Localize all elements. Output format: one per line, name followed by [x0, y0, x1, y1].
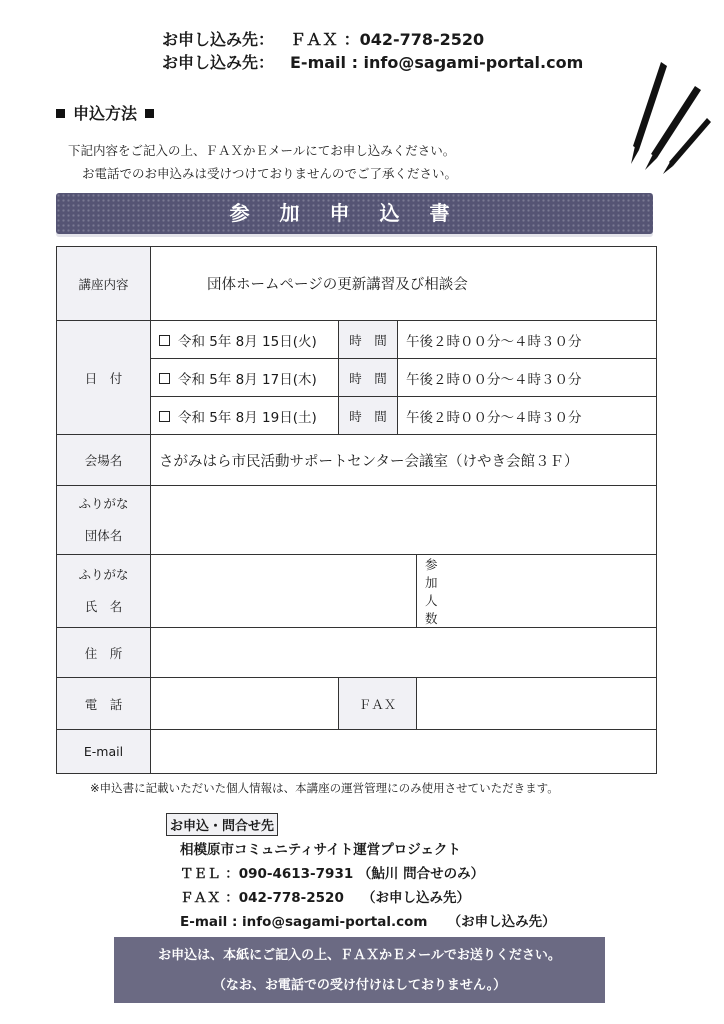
name-furigana-label: ふりがな [78, 567, 129, 582]
organization-label-cell [57, 486, 151, 555]
venue-value: さがみはら市民活動サポートセンター会議室（けやき会館３Ｆ） [151, 435, 657, 486]
contact-organization: 相模原市コミュニティサイト運営プロジェクト [180, 842, 461, 858]
contact-heading: お申込・問合せ先 [166, 813, 278, 836]
application-form [56, 246, 657, 774]
square-bullet-icon [145, 109, 154, 118]
footer-line-1: お申込は、本紙にご記入の上、ＦＡＸかＥメールでお送りください。 [158, 948, 561, 963]
date-option-3[interactable] [151, 397, 339, 435]
row-course [57, 247, 657, 321]
time-value-3: 午後２時００分～４時３０分 [398, 397, 657, 435]
form-banner [56, 193, 653, 234]
course-label: 講座内容 [57, 247, 151, 321]
fountain-pens-icon [625, 58, 715, 176]
time-value-1: 午後２時００分～４時３０分 [398, 321, 657, 359]
method-title: 申込方法 [73, 104, 138, 123]
form-banner-title: 参加申込書 [229, 201, 480, 225]
header-fax-label: お申し込み先： [162, 30, 275, 49]
footer-notice [114, 937, 605, 1003]
contact-tel: ＴＥＬ ：090-4613-7931 （鮎川 問合せのみ） [180, 866, 485, 882]
header-email-label: お申し込み先： [162, 53, 275, 72]
date-text-3: 令和 5年 8月 19日(土) [178, 409, 317, 426]
row-organization [57, 486, 657, 555]
header-email-line [162, 50, 583, 73]
method-line-2: お電話でのお申込みは受けつけておりませんのでご了承ください。 [82, 166, 458, 181]
time-label-1: 時 間 [339, 321, 398, 359]
address-label: 住 所 [57, 628, 151, 678]
organization-field[interactable] [151, 486, 657, 555]
method-heading [56, 101, 154, 124]
date-label: 日 付 [57, 321, 151, 435]
name-label-cell [57, 555, 151, 628]
checkbox-icon[interactable] [159, 335, 170, 346]
venue-label: 会場名 [57, 435, 151, 486]
course-value: 団体ホームページの更新講習及び相談会 [151, 247, 657, 321]
fax-label: ＦＡＸ [339, 678, 417, 730]
header-fax-line [162, 27, 484, 50]
date-text-1: 令和 5年 8月 15日(火) [178, 333, 317, 350]
row-phone [57, 678, 657, 730]
checkbox-icon[interactable] [159, 373, 170, 384]
time-value-2: 午後２時００分～４時３０分 [398, 359, 657, 397]
contact-email: E-mail : info@sagami-portal.com （お申し込み先） [180, 914, 556, 930]
fax-field[interactable] [417, 678, 657, 730]
contact-fax: ＦＡＸ ：042-778-2520 （お申し込み先） [180, 890, 471, 906]
date-option-1[interactable] [151, 321, 339, 359]
row-address [57, 628, 657, 678]
privacy-note: ※申込書に記載いただいた個人情報は、本講座の運営管理にのみ使用させていただきます。 [90, 781, 559, 795]
row-name: ふりがな 氏 名 参加人数 [57, 555, 657, 628]
time-label-3: 時 間 [339, 397, 398, 435]
checkbox-icon[interactable] [159, 411, 170, 422]
org-label: 団体名 [84, 528, 123, 543]
date-text-2: 令和 5年 8月 17日(木) [178, 371, 317, 388]
method-line-1: 下記内容をご記入の上、ＦＡＸかＥメールにてお申し込みください。 [68, 143, 456, 158]
date-option-2[interactable] [151, 359, 339, 397]
header-email-value: E-mail : info@sagami-portal.com [290, 53, 584, 72]
footer-line-2: （なお、お電話での受け付けはしておりません。） [212, 978, 507, 993]
phone-field[interactable] [151, 678, 339, 730]
email-field[interactable] [151, 730, 657, 774]
participants-field[interactable] [417, 555, 657, 628]
row-date-1 [57, 321, 657, 359]
row-venue [57, 435, 657, 486]
header-fax-value: ＦＡＸ ：042-778-2520 [290, 30, 485, 49]
org-furigana-label: ふりがな [78, 496, 129, 511]
name-field[interactable] [151, 555, 417, 628]
name-label: 氏 名 [84, 599, 123, 614]
email-label: E-mail [57, 730, 151, 774]
row-email [57, 730, 657, 774]
time-label-2: 時 間 [339, 359, 398, 397]
phone-label: 電 話 [57, 678, 151, 730]
square-bullet-icon [56, 109, 65, 118]
address-field[interactable] [151, 628, 657, 678]
